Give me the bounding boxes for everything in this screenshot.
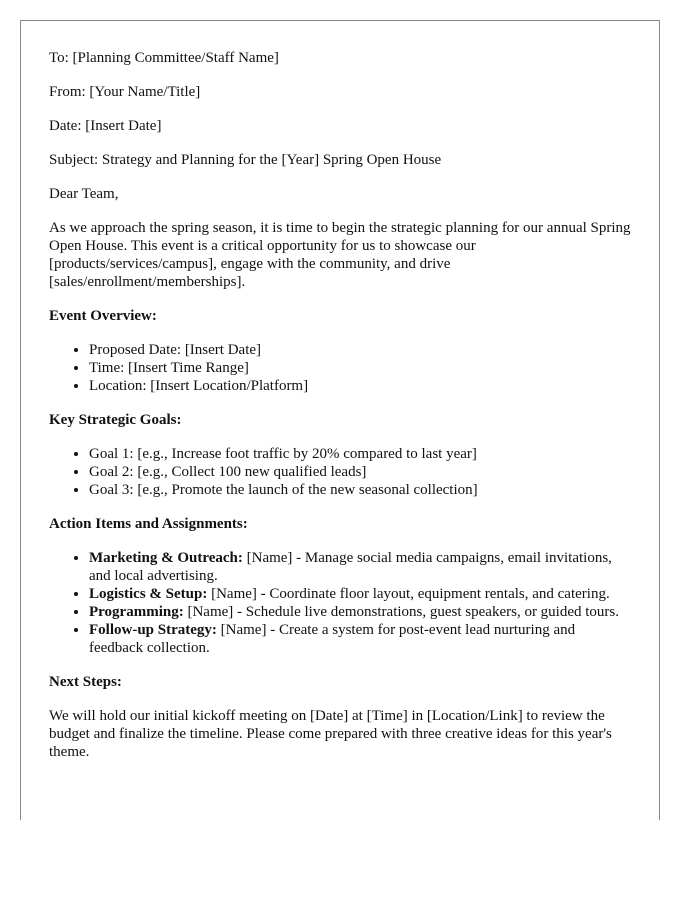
memo-date: Date: [Insert Date] <box>49 118 162 134</box>
action-text: [Name] - Coordinate floor layout, equipment rentals, and catering. <box>207 586 610 602</box>
action-text: [Name] - Manage social media campaigns, email invitations, and local advertising. <box>89 550 612 584</box>
action-label: Logistics & Setup: <box>89 586 208 602</box>
list-item: • Location: [Insert Location/Platform] <box>89 377 631 395</box>
event-overview-heading: Event Overview: <box>49 308 157 324</box>
list-item: • Goal 3: [e.g., Promote the launch of the new seasonal collection] <box>89 481 631 499</box>
list-item: • Goal 1: [e.g., Increase foot traffic by 20% compared to last year] <box>89 445 631 463</box>
list-item <box>89 621 631 657</box>
list-item <box>89 549 631 585</box>
memo-from: From: [Your Name/Title] <box>49 84 201 100</box>
next-steps-heading: Next Steps: <box>49 674 122 690</box>
list-item <box>89 603 631 621</box>
action-label: Follow-up Strategy: <box>89 622 217 638</box>
goals-list <box>49 445 631 499</box>
goals-heading: Key Strategic Goals: <box>49 412 182 428</box>
list-item: • Proposed Date: [Insert Date] <box>89 341 631 359</box>
actions-list <box>49 549 631 657</box>
memo-document <box>20 20 660 820</box>
memo-intro: As we approach the spring season, it is time to begin the strategic planning for our annual Spring Open House. This event is a critical opportunity for us to showcase our [products/services/campus], engage with the community, and drive [sales/enrollment/memberships]. <box>49 220 631 290</box>
action-text: [Name] - Create a system for post-event lead nurturing and feedback collection. <box>89 622 576 656</box>
memo-greeting: Dear Team, <box>49 186 119 202</box>
action-text: [Name] - Schedule live demonstrations, guest speakers, or guided tours. <box>183 604 620 620</box>
memo-to: To: [Planning Committee/Staff Name] <box>49 50 279 66</box>
action-label: Programming: <box>89 604 184 620</box>
event-overview-list <box>49 341 631 395</box>
list-item: • Goal 2: [e.g., Collect 100 new qualified leads] <box>89 463 631 481</box>
actions-heading: Action Items and Assignments: <box>49 516 248 532</box>
list-item: • Time: [Insert Time Range] <box>89 359 631 377</box>
list-item <box>89 585 631 603</box>
memo-subject: Subject: Strategy and Planning for the [Year] Spring Open House <box>49 152 442 168</box>
action-label: Marketing & Outreach: <box>89 550 243 566</box>
next-steps-text: We will hold our initial kickoff meeting on [Date] at [Time] in [Location/Link] to review the budget and finalize the timeline. Please come prepared with three creative ideas for this year's theme. <box>49 708 612 760</box>
